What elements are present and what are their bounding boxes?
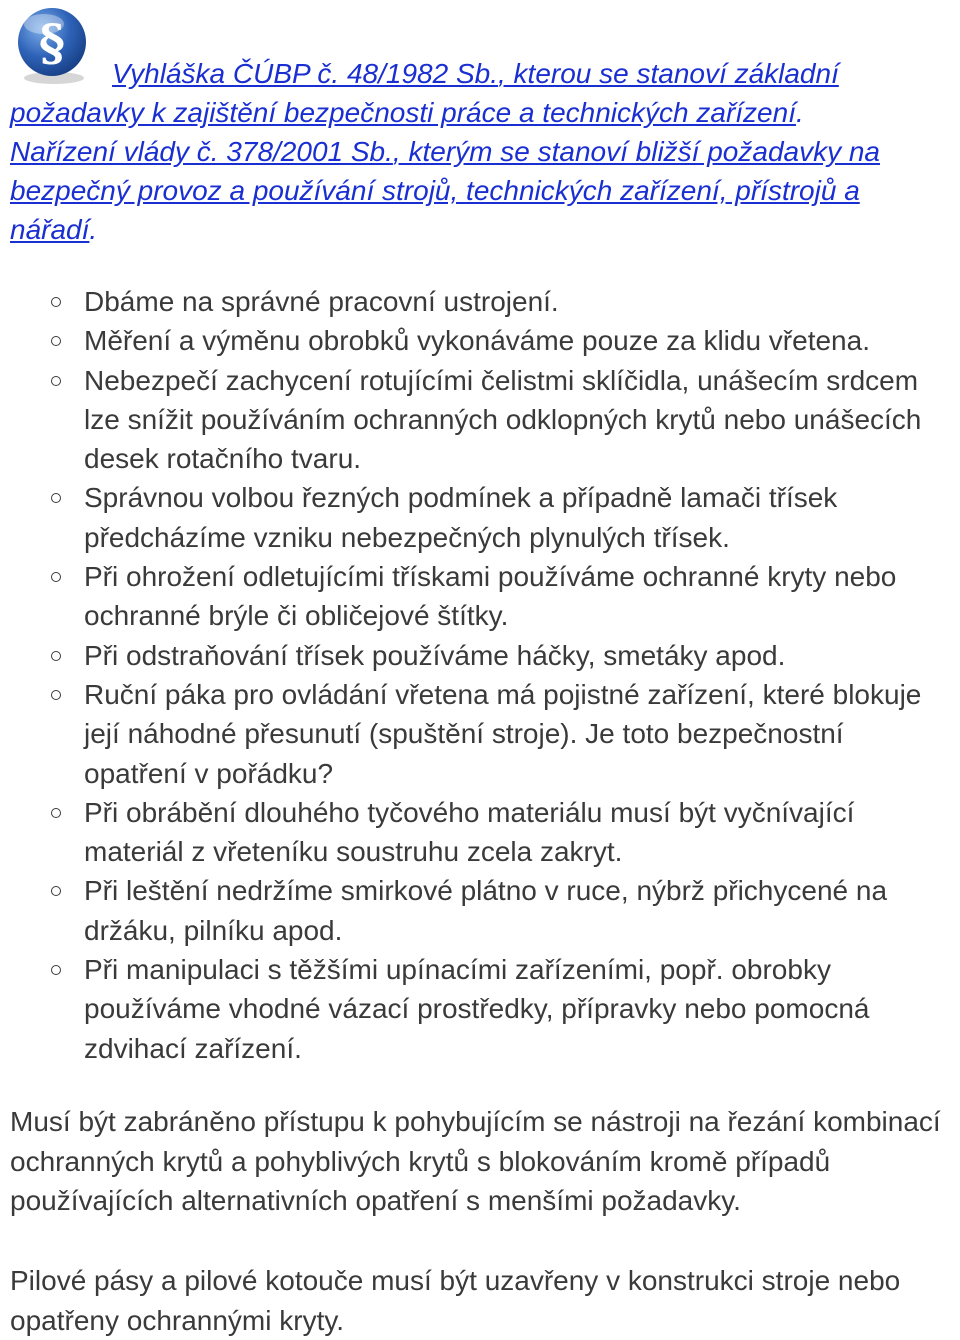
svg-text:§: § xyxy=(38,13,66,72)
bullet-icon xyxy=(51,690,61,700)
list-item: Při ohrožení odletujícími třískami používáme ochranné kryty nebo ochranné brýle či obličejové štítky. xyxy=(0,557,960,636)
bullet-icon xyxy=(51,376,61,386)
bullet-icon xyxy=(51,336,61,346)
safety-rules-list xyxy=(0,282,960,1068)
list-item: Správnou volbou řezných podmínek a případně lamači třísek předcházíme vzniku nebezpečných plynulých třísek. xyxy=(0,478,960,557)
list-item: Při odstraňování třísek používáme háčky, smetáky apod. xyxy=(0,636,960,675)
bullet-icon xyxy=(51,651,61,661)
list-item: Při leštění nedržíme smirkové plátno v ruce, nýbrž přichycené na držáku, pilníku apod. xyxy=(0,871,960,950)
bullet-icon xyxy=(51,886,61,896)
list-item: Měření a výměnu obrobků vykonáváme pouze za klidu vřetena. xyxy=(0,321,960,360)
legal-references xyxy=(10,54,950,249)
list-item: Ruční páka pro ovládání vřetena má pojistné zařízení, které blokuje její náhodné přesunutí (spuštění stroje). Je toto bezpečnostní opatření v pořádku? xyxy=(0,675,960,793)
link1-period: . xyxy=(795,97,804,128)
list-item: Při obrábění dlouhého tyčového materiálu musí být vyčnívající materiál z vřeteníku soustruhu zcela zakryt. xyxy=(0,793,960,872)
bullet-icon xyxy=(51,297,61,307)
link-vyhlaska-48-1982[interactable]: Vyhláška ČÚBP č. 48/1982 Sb., kterou se stanoví základní požadavky k zajištění bezpečnosti práce a technických zařízení xyxy=(10,58,839,128)
bullet-icon xyxy=(51,965,61,975)
bullet-icon xyxy=(51,572,61,582)
list-item: Při manipulaci s těžšími upínacími zařízeními, popř. obrobky používáme vhodné vázací prostředky, přípravky nebo pomocná zdvihací zařízení. xyxy=(0,950,960,1068)
list-item: Dbáme na správné pracovní ustrojení. xyxy=(0,282,960,321)
link-narizeni-378-2001[interactable]: Nařízení vlády č. 378/2001 Sb., kterým se stanoví bližší požadavky na bezpečný provoz a používání strojů, technických zařízení, přístrojů a nářadí xyxy=(10,136,881,245)
paragraph-saw-blades: Pilové pásy a pilové kotouče musí být uzavřeny v konstrukci stroje nebo opatřeny ochrannými kryty. xyxy=(10,1265,901,1336)
bullet-icon xyxy=(51,493,61,503)
paragraph-access-prevention: Musí být zabráněno přístupu k pohybujícím se nástroji na řezání kombinací ochranných krytů a pohyblivých krytů s blokováním kromě případů používajících alternativních opatření s menšími požadavky. xyxy=(10,1106,941,1216)
list-item: Nebezpečí zachycení rotujícími čelistmi sklíčidla, unášecím srdcem lze snížit používáním ochranných odklopných krytů nebo unášecích desek rotačního tvaru. xyxy=(0,361,960,479)
bullet-icon xyxy=(51,808,61,818)
link2-period: . xyxy=(89,214,98,245)
